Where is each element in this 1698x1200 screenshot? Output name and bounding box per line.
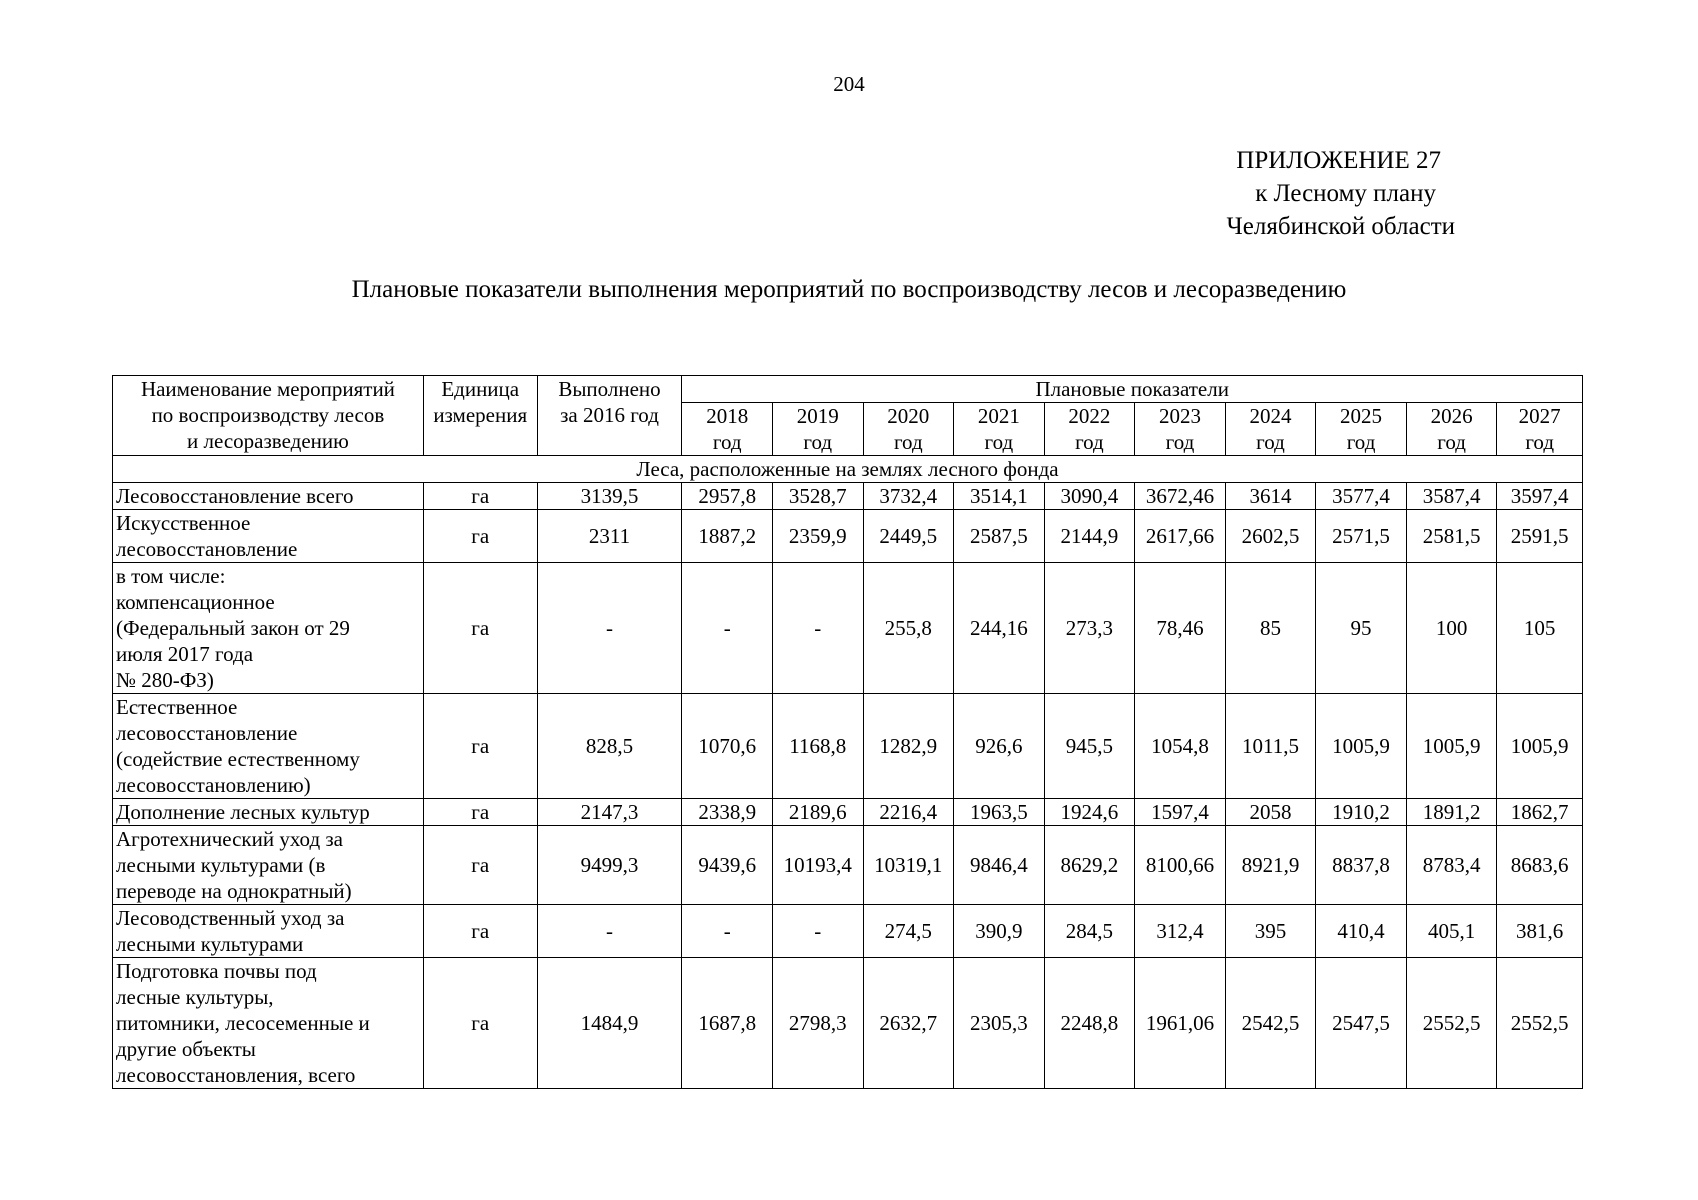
- plan-value-cell: 2144,9: [1044, 510, 1135, 563]
- plan-value-cell: 395: [1225, 905, 1316, 958]
- plan-value-cell: 3597,4: [1497, 483, 1583, 510]
- plan-value-cell: 3577,4: [1316, 483, 1407, 510]
- done-2016-cell: -: [537, 563, 682, 694]
- plan-value-cell: 85: [1225, 563, 1316, 694]
- plan-value-cell: 2449,5: [863, 510, 954, 563]
- plan-value-cell: 1005,9: [1406, 694, 1497, 799]
- plan-value-cell: 3672,46: [1135, 483, 1226, 510]
- header-year: 2023 год: [1135, 403, 1226, 456]
- plan-value-cell: 405,1: [1406, 905, 1497, 958]
- activity-name: Агротехнический уход за лесными культурами (в переводе на однократный): [113, 826, 424, 905]
- plan-value-cell: 105: [1497, 563, 1583, 694]
- section-row: [113, 456, 1583, 483]
- activity-name: в том числе: компенсационное (Федеральный закон от 29 июля 2017 года № 280-ФЗ): [113, 563, 424, 694]
- plan-value-cell: 8837,8: [1316, 826, 1407, 905]
- plan-value-cell: 945,5: [1044, 694, 1135, 799]
- plan-value-cell: 100: [1406, 563, 1497, 694]
- plan-value-cell: 381,6: [1497, 905, 1583, 958]
- activity-name: Лесоводственный уход за лесными культурами: [113, 905, 424, 958]
- plan-value-cell: 2602,5: [1225, 510, 1316, 563]
- plan-value-cell: -: [772, 905, 863, 958]
- plan-value-cell: 2248,8: [1044, 958, 1135, 1089]
- appendix-line: к Лесному плану: [1255, 180, 1436, 207]
- table-header: [113, 376, 1583, 456]
- plan-value-cell: 1005,9: [1316, 694, 1407, 799]
- appendix-line: ПРИЛОЖЕНИЕ 27: [1236, 147, 1441, 174]
- plan-value-cell: 1963,5: [954, 799, 1045, 826]
- plan-value-cell: 2552,5: [1406, 958, 1497, 1089]
- done-2016-cell: 2147,3: [537, 799, 682, 826]
- plan-value-cell: 2587,5: [954, 510, 1045, 563]
- plan-value-cell: 3528,7: [772, 483, 863, 510]
- header-year: 2021 год: [954, 403, 1045, 456]
- plan-value-cell: 2552,5: [1497, 958, 1583, 1089]
- plan-value-cell: 8921,9: [1225, 826, 1316, 905]
- header-unit: Единица измерения: [423, 376, 537, 456]
- appendix-line: Челябинской области: [1226, 213, 1455, 240]
- unit-cell: га: [423, 826, 537, 905]
- plan-value-cell: 10319,1: [863, 826, 954, 905]
- plan-value-cell: 2338,9: [682, 799, 773, 826]
- header-year: 2020 год: [863, 403, 954, 456]
- page-number: 204: [833, 72, 865, 96]
- activity-name: Естественное лесовосстановление (содействие естественному лесовосстановлению): [113, 694, 424, 799]
- plan-value-cell: 1070,6: [682, 694, 773, 799]
- plan-value-cell: 2305,3: [954, 958, 1045, 1089]
- plan-value-cell: 3614: [1225, 483, 1316, 510]
- plan-value-cell: 9439,6: [682, 826, 773, 905]
- plan-value-cell: 2547,5: [1316, 958, 1407, 1089]
- plan-value-cell: 244,16: [954, 563, 1045, 694]
- done-2016-cell: 2311: [537, 510, 682, 563]
- unit-cell: га: [423, 958, 537, 1089]
- document-title: Плановые показатели выполнения мероприятий по воспроизводству лесов и лесоразведению: [351, 276, 1347, 303]
- plan-value-cell: 410,4: [1316, 905, 1407, 958]
- plan-value-cell: 8629,2: [1044, 826, 1135, 905]
- plan-value-cell: 2617,66: [1135, 510, 1226, 563]
- unit-cell: га: [423, 694, 537, 799]
- plan-value-cell: 2591,5: [1497, 510, 1583, 563]
- plan-value-cell: 274,5: [863, 905, 954, 958]
- activity-name: Лесовосстановление всего: [113, 483, 424, 510]
- plan-value-cell: 8683,6: [1497, 826, 1583, 905]
- plan-value-cell: 926,6: [954, 694, 1045, 799]
- header-done-2016: Выполнено за 2016 год: [537, 376, 682, 456]
- plan-value-cell: 1005,9: [1497, 694, 1583, 799]
- plan-value-cell: 2571,5: [1316, 510, 1407, 563]
- plan-value-cell: 3732,4: [863, 483, 954, 510]
- plan-value-cell: 8783,4: [1406, 826, 1497, 905]
- done-2016-cell: 9499,3: [537, 826, 682, 905]
- plan-value-cell: 1862,7: [1497, 799, 1583, 826]
- header-row: [113, 376, 1583, 403]
- plan-value-cell: 1011,5: [1225, 694, 1316, 799]
- plan-value-cell: 2058: [1225, 799, 1316, 826]
- table-row: [113, 483, 1583, 510]
- unit-cell: га: [423, 905, 537, 958]
- plan-value-cell: 1687,8: [682, 958, 773, 1089]
- table-row: [113, 905, 1583, 958]
- plan-value-cell: 1910,2: [1316, 799, 1407, 826]
- plan-value-cell: -: [772, 563, 863, 694]
- plan-table: [112, 375, 1583, 1089]
- header-year: 2018 год: [682, 403, 773, 456]
- done-2016-cell: 828,5: [537, 694, 682, 799]
- plan-value-cell: 1891,2: [1406, 799, 1497, 826]
- activity-name: Подготовка почвы под лесные культуры, питомники, лесосеменные и другие объекты лесовосстановления, всего: [113, 958, 424, 1089]
- header-activity-name: Наименование мероприятий по воспроизводству лесов и лесоразведению: [113, 376, 424, 456]
- done-2016-cell: 3139,5: [537, 483, 682, 510]
- plan-value-cell: 2189,6: [772, 799, 863, 826]
- header-year: 2026 год: [1406, 403, 1497, 456]
- plan-value-cell: 8100,66: [1135, 826, 1226, 905]
- table-row: [113, 799, 1583, 826]
- header-year: 2024 год: [1225, 403, 1316, 456]
- done-2016-cell: -: [537, 905, 682, 958]
- plan-value-cell: 9846,4: [954, 826, 1045, 905]
- plan-value-cell: -: [682, 905, 773, 958]
- appendix-block: [1227, 144, 1455, 243]
- plan-value-cell: 1054,8: [1135, 694, 1226, 799]
- plan-value-cell: 1961,06: [1135, 958, 1226, 1089]
- plan-value-cell: 1282,9: [863, 694, 954, 799]
- table-row: [113, 694, 1583, 799]
- plan-value-cell: 2798,3: [772, 958, 863, 1089]
- table-body: [113, 456, 1583, 1089]
- section-title: Леса, расположенные на землях лесного фонда: [113, 456, 1583, 483]
- plan-value-cell: 1887,2: [682, 510, 773, 563]
- header-year: 2022 год: [1044, 403, 1135, 456]
- plan-value-cell: 312,4: [1135, 905, 1226, 958]
- plan-value-cell: 1168,8: [772, 694, 863, 799]
- plan-value-cell: 390,9: [954, 905, 1045, 958]
- plan-value-cell: 95: [1316, 563, 1407, 694]
- plan-value-cell: 2542,5: [1225, 958, 1316, 1089]
- header-plan-group: Плановые показатели: [682, 376, 1583, 403]
- activity-name: Дополнение лесных культур: [113, 799, 424, 826]
- plan-value-cell: 3587,4: [1406, 483, 1497, 510]
- plan-value-cell: 2359,9: [772, 510, 863, 563]
- done-2016-cell: 1484,9: [537, 958, 682, 1089]
- unit-cell: га: [423, 483, 537, 510]
- plan-value-cell: 2957,8: [682, 483, 773, 510]
- plan-value-cell: 78,46: [1135, 563, 1226, 694]
- plan-value-cell: -: [682, 563, 773, 694]
- plan-value-cell: 273,3: [1044, 563, 1135, 694]
- plan-value-cell: 3090,4: [1044, 483, 1135, 510]
- activity-name: Искусственное лесовосстановление: [113, 510, 424, 563]
- header-year: 2027 год: [1497, 403, 1583, 456]
- table-row: [113, 510, 1583, 563]
- header-year: 2019 год: [772, 403, 863, 456]
- plan-value-cell: 2632,7: [863, 958, 954, 1089]
- header-year: 2025 год: [1316, 403, 1407, 456]
- plan-value-cell: 284,5: [1044, 905, 1135, 958]
- unit-cell: га: [423, 563, 537, 694]
- plan-value-cell: 255,8: [863, 563, 954, 694]
- table-row: [113, 958, 1583, 1089]
- table-row: [113, 826, 1583, 905]
- plan-value-cell: 3514,1: [954, 483, 1045, 510]
- unit-cell: га: [423, 510, 537, 563]
- plan-value-cell: 2581,5: [1406, 510, 1497, 563]
- unit-cell: га: [423, 799, 537, 826]
- plan-value-cell: 1924,6: [1044, 799, 1135, 826]
- plan-value-cell: 1597,4: [1135, 799, 1226, 826]
- plan-value-cell: 10193,4: [772, 826, 863, 905]
- plan-value-cell: 2216,4: [863, 799, 954, 826]
- table-row: [113, 563, 1583, 694]
